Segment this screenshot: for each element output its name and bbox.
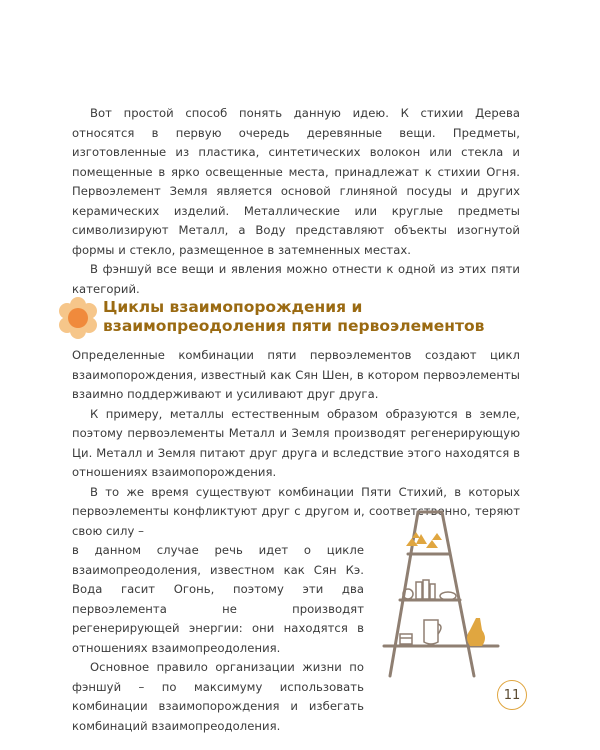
flower-icon [56,296,100,340]
section-paragraph-3-end: в данном случае речь идет о цикле взаимопреодоления, известном как Сян Кэ. Вода гасит Огонь, поэтому эти два первоэлемента не производят регенерирующей энергии: они находятся в отношениях взаимопреодоления. [72,543,364,655]
section-paragraph-3-start: В то же время существуют комбинации Пяти Стихий, в которых первоэлементы конфликтуют друг с другом и, соответственно, теряют свою силу – [72,484,520,538]
page-number: 11 [497,680,527,710]
section-heading: Циклы взаимопорождения и взаимопреодоления пяти первоэлементов [103,298,485,335]
intro-paragraph-1: Вот простой способ понять данную идею. К стихии Дерева относятся в первую очередь деревянные вещи. Предметы, изготовленные из пластика, синтетических волокон или стекла и помещенные в ярко освещенные места, принадлежат к стихии Огня. Первоэлемент Земля является основой глиняной посуды и других керамических изделий. Металлические или круглые предметы символизируют Металл, а Воду представляют объекты изогнутой формы и стекло, размещенное в затемненных местах. [72,106,520,257]
intro-text [72,104,520,299]
section-paragraph-1: Определенные комбинации пяти первоэлементов создают цикл взаимопорождения, известный как Сян Шен, в котором первоэлементы взаимно поддерживают и усиливают друг друга. [72,348,520,401]
section-paragraph-2: К примеру, металлы естественным образом образуются в земле, поэтому первоэлементы Металл и Земля производят регенерирующую Ци. Металл и Земля питают друг друга и вследствие этого находятся в отношениях взаимопорождения. [72,406,520,479]
shelf-illustration [378,508,508,678]
intro-paragraph-2: В фэншуй все вещи и явления можно отнести к одной из этих пяти категорий. [72,262,520,296]
section-paragraph-4: Основное правило организации жизни по фэншуй – по максимуму использовать комбинации взаимопорождения и избегать комбинаций взаимопреодоления. [72,660,364,733]
